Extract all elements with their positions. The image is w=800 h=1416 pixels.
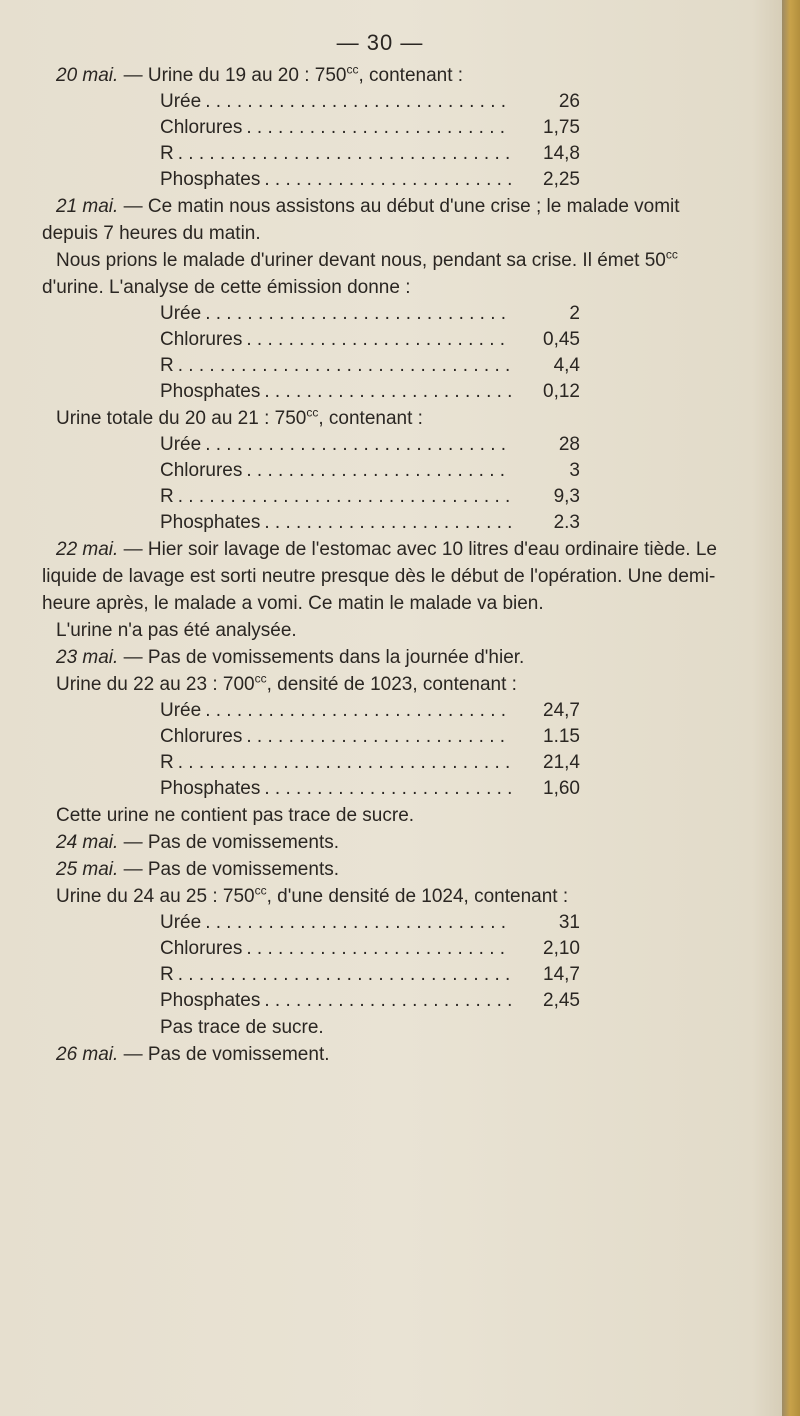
paragraph [42, 247, 722, 301]
row-value: 2 [569, 303, 580, 324]
row-value: 1,60 [543, 778, 580, 799]
leader-dots [174, 353, 512, 379]
table-row [160, 353, 580, 379]
row-value: 4,4 [553, 355, 580, 376]
row-value: 28 [558, 434, 580, 455]
paragraph-text: Urine du 24 au 25 : 750 [56, 886, 255, 907]
paragraph-text: Nous prions le malade d'uriner devant nous, pendant sa crise. Il émet 50 [56, 250, 666, 271]
entry-date: 23 mai. [56, 647, 119, 668]
row-label: R [160, 143, 174, 164]
paragraph-text-tail: , d'une densité de 1024, contenant : [266, 886, 569, 907]
page-number: — 30 — [336, 30, 424, 55]
table-row [160, 327, 580, 353]
row-value: 14,8 [543, 143, 580, 164]
row-value: 21,4 [543, 752, 580, 773]
analysis-table [160, 432, 580, 536]
analysis-table [160, 910, 580, 1014]
leader-dots [260, 379, 512, 405]
table-row [160, 141, 580, 167]
analysis-table [160, 698, 580, 802]
row-value: 0,45 [543, 329, 580, 350]
entry-text: — Pas de vomissements. [118, 859, 340, 880]
table-row [160, 167, 580, 193]
row-label: R [160, 964, 174, 985]
paragraph [42, 405, 722, 432]
table-row [160, 698, 580, 724]
entry-text: — Hier soir lavage de l'estomac avec 10 litres d'eau ordinaire tiède. Le liquide de lavage est sorti neutre presque dès le début de l'opération. Une demi-heure après, le malade a vomi. Ce matin le malade va bien. [42, 539, 717, 614]
row-label: Urée [160, 434, 202, 455]
leader-dots [242, 724, 512, 750]
leader-dots [201, 432, 512, 458]
row-label: Chlorures [160, 938, 243, 959]
leader-dots [201, 698, 512, 724]
entry-date: 21 mai. [56, 196, 119, 217]
table-row [160, 379, 580, 405]
table-row [160, 750, 580, 776]
row-value: 1.15 [543, 726, 580, 747]
table-row [160, 962, 580, 988]
paragraph-text: Urine totale du 20 au 21 : 750 [56, 408, 307, 429]
row-label: Phosphates [160, 778, 261, 799]
entry-date: 20 mai. [56, 65, 119, 86]
table-row [160, 724, 580, 750]
unit-superscript: cc [254, 671, 267, 686]
row-label: Urée [160, 700, 202, 721]
table-row [160, 115, 580, 141]
leader-dots [242, 936, 512, 962]
entry-26-mai [42, 1041, 722, 1068]
paragraph [42, 671, 722, 698]
paragraph: L'urine n'a pas été analysée. [56, 620, 297, 641]
entry-date: 24 mai. [56, 832, 119, 853]
leader-dots [260, 776, 512, 802]
page-content [42, 62, 722, 1068]
row-label: Chlorures [160, 117, 243, 138]
leader-dots [260, 510, 512, 536]
unit-superscript: cc [254, 883, 267, 898]
leader-dots [201, 301, 512, 327]
row-value: 1,75 [543, 117, 580, 138]
table-row [160, 988, 580, 1014]
row-label: Chlorures [160, 726, 243, 747]
entry-text: — Pas de vomissement. [118, 1044, 330, 1065]
table-row [160, 910, 580, 936]
analysis-table [160, 301, 580, 405]
row-value: 2,10 [543, 938, 580, 959]
note: Pas trace de sucre. [160, 1017, 324, 1038]
row-value: 9,3 [553, 486, 580, 507]
leader-dots [174, 750, 512, 776]
paragraph: Cette urine ne contient pas trace de sucre. [56, 805, 415, 826]
row-value: 0,12 [543, 381, 580, 402]
entry-date: 26 mai. [56, 1044, 119, 1065]
leader-dots [201, 910, 512, 936]
row-value: 2.3 [553, 512, 580, 533]
row-value: 26 [558, 91, 580, 112]
leader-dots [201, 89, 512, 115]
row-label: Phosphates [160, 381, 261, 402]
page-edge [782, 0, 800, 1416]
row-value: 2,25 [543, 169, 580, 190]
paragraph-text: Urine du 22 au 23 : 700 [56, 674, 255, 695]
leader-dots [174, 484, 512, 510]
entry-date: 25 mai. [56, 859, 119, 880]
entry-21-mai [42, 193, 722, 247]
analysis-table [160, 89, 580, 193]
table-row [160, 510, 580, 536]
row-label: Urée [160, 91, 202, 112]
unit-superscript: cc [306, 405, 319, 420]
entry-24-mai [42, 829, 722, 856]
entry-20-mai [42, 62, 722, 89]
table-row [160, 301, 580, 327]
unit-superscript: cc [665, 247, 678, 262]
entry-text: — Urine du 19 au 20 : 750 [118, 65, 347, 86]
row-value: 24,7 [543, 700, 580, 721]
entry-text: — Pas de vomissements dans la journée d'hier. [118, 647, 525, 668]
row-label: Chlorures [160, 329, 243, 350]
table-row [160, 776, 580, 802]
paragraph-text-tail: , densité de 1023, contenant : [266, 674, 517, 695]
table-row [160, 432, 580, 458]
row-label: R [160, 355, 174, 376]
row-value: 14,7 [543, 964, 580, 985]
row-label: Urée [160, 912, 202, 933]
entry-22-mai [42, 536, 722, 617]
table-row [160, 458, 580, 484]
entry-date: 22 mai. [56, 539, 119, 560]
row-label: Chlorures [160, 460, 243, 481]
unit-superscript: cc [346, 62, 359, 77]
row-value: 3 [569, 460, 580, 481]
leader-dots [242, 115, 512, 141]
paragraph [42, 883, 722, 910]
row-label: Phosphates [160, 990, 261, 1011]
table-row [160, 89, 580, 115]
table-row [160, 484, 580, 510]
leader-dots [174, 962, 512, 988]
paragraph-text-tail: d'urine. L'analyse de cette émission donne : [42, 277, 411, 298]
row-label: R [160, 486, 174, 507]
leader-dots [260, 167, 512, 193]
leader-dots [242, 458, 512, 484]
row-label: Urée [160, 303, 202, 324]
paragraph-text-tail: , contenant : [318, 408, 423, 429]
row-label: R [160, 752, 174, 773]
row-value: 2,45 [543, 990, 580, 1011]
entry-text: — Pas de vomissements. [118, 832, 340, 853]
leader-dots [174, 141, 512, 167]
row-value: 31 [558, 912, 580, 933]
row-label: Phosphates [160, 169, 261, 190]
row-label: Phosphates [160, 512, 261, 533]
leader-dots [242, 327, 512, 353]
entry-text-tail: , contenant : [358, 65, 464, 86]
table-row [160, 936, 580, 962]
leader-dots [260, 988, 512, 1014]
entry-23-mai [42, 644, 722, 671]
entry-text: — Ce matin nous assistons au début d'une crise ; le malade vomit depuis 7 heures du matin. [42, 196, 680, 244]
entry-25-mai [42, 856, 722, 883]
